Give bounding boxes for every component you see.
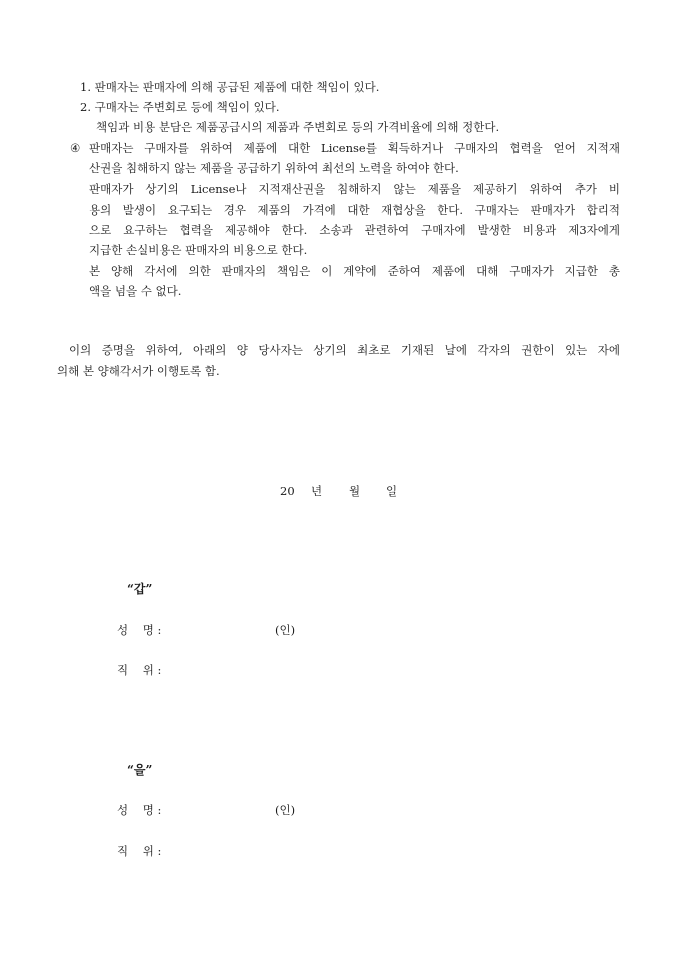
party-b-position-label: 직 위 : <box>117 844 162 858</box>
party-a-title: “갑” <box>127 582 153 596</box>
date-year-label: 년 <box>311 484 323 498</box>
clause-4-line-2: 산권을 침해하지 않는 제품을 공급하기 위하여 최선의 노력을 하여야 한다. <box>89 161 459 175</box>
party-b-seal: (인) <box>275 803 296 817</box>
clause-4-line-3: 판매자가 상기의 License나 지적재산권을 침해하지 않는 제품을 제공하기 위하여 추가 비 <box>89 182 620 196</box>
clause-4-line-8: 액을 넘을 수 없다. <box>89 284 182 298</box>
party-a-name-label: 성 명 : <box>117 623 162 637</box>
cost-sharing-note: 책임과 비용 분담은 제품공급시의 제품과 주변회로 등의 가격비율에 의해 정한다. <box>96 120 500 134</box>
party-b-name-label: 성 명 : <box>117 803 162 817</box>
item-1: 1. 판매자는 판매자에 의해 공급된 제품에 대한 책임이 있다. <box>80 80 380 94</box>
party-b-title: “을” <box>127 763 153 777</box>
date-month-label: 월 <box>349 484 361 498</box>
testimony-line-1: 이의 증명을 위하여, 아래의 양 당사자는 상기의 최초로 기재된 날에 각자의 권한이 있는 자에 <box>69 343 620 357</box>
clause-4-marker: ④ <box>70 141 81 155</box>
clause-4-line-1: 판매자는 구매자를 위하여 제품에 대한 License를 획득하거나 구매자의 협력을 얻어 지적재 <box>89 141 620 155</box>
clause-4-line-4: 용의 발생이 요구되는 경우 제품의 가격에 대한 재협상을 한다. 구매자는 판매자가 합리적 <box>89 203 620 217</box>
date-day-label: 일 <box>386 484 398 498</box>
date-year-prefix: 20 <box>280 484 295 498</box>
item-2: 2. 구매자는 주변회로 등에 책임이 있다. <box>80 100 280 114</box>
clause-4-line-5: 으로 요구하는 협력을 제공해야 한다. 소송과 관련하여 구매자에 발생한 비용과 제3자에게 <box>89 223 620 237</box>
party-a-seal: (인) <box>275 623 296 637</box>
clause-4-line-6: 지급한 손실비용은 판매자의 비용으로 한다. <box>89 243 308 257</box>
testimony-line-2: 의해 본 양해각서가 이행토록 함. <box>57 364 220 378</box>
party-a-position-label: 직 위 : <box>117 663 162 677</box>
clause-4-line-7: 본 양해 각서에 의한 판매자의 책임은 이 계약에 준하여 제품에 대해 구매자가 지급한 총 <box>89 264 620 278</box>
